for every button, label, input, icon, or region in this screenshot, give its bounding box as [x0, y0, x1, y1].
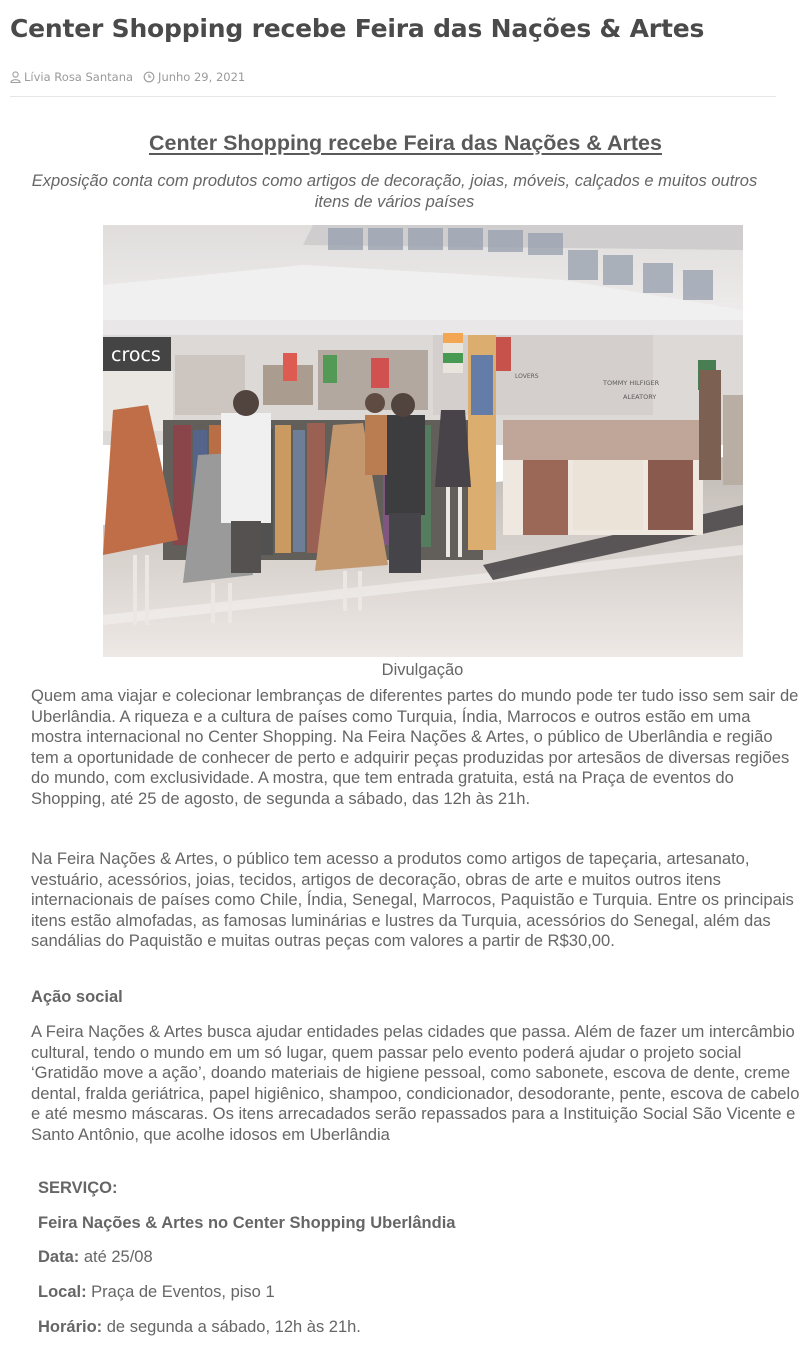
service-event-name: Feira Nações & Artes no Center Shopping Uberlândia: [38, 1214, 456, 1232]
section-heading: Ação social: [31, 988, 123, 1006]
aleatory-sign: ALEATORY: [623, 393, 657, 401]
clock-icon: [143, 71, 155, 83]
article-heading: Center Shopping recebe Feira das Nações & Artes: [149, 131, 662, 155]
post-title: Center Shopping recebe Feira das Nações & Artes: [10, 14, 705, 43]
meta-divider: [10, 96, 776, 97]
post-meta: [10, 70, 255, 84]
service-heading: SERVIÇO:: [38, 1179, 118, 1197]
paragraph-2: Na Feira Nações & Artes, o público tem acesso a produtos como artigos de tapeçaria, artesanato, vestuário, acessórios, joias, tecidos, artigos de decoração, obras de arte e muitos outros itens internacionais de países como Chile, Índia, Senegal, Marrocos, Paquistão e Turquia. Entre os principais itens estão almofadas, as famosas luminárias e lustres da Turquia, acessórios do Senegal, além das sandálias do Paquistão e muitas outras peças com valores a partir de R$30,00.: [31, 849, 794, 950]
service-place-value: Praça de Eventos, piso 1: [86, 1283, 275, 1301]
photo-caption: Divulgação: [381, 661, 464, 679]
post-date: [143, 70, 245, 84]
lovers-sign: LOVERS: [515, 373, 539, 380]
article-photo: [103, 225, 743, 657]
service-date: [38, 1248, 153, 1267]
service-hours-value: de segunda a sábado, 12h às 21h.: [102, 1318, 361, 1336]
service-place: [38, 1283, 275, 1302]
service-hours: [38, 1318, 361, 1337]
paragraph-3: A Feira Nações & Artes busca ajudar entidades pelas cidades que passa. Além de fazer um intercâmbio cultural, tendo o mundo em um só lugar, quem passar pelo evento poderá ajudar o projeto social ‘Gratidão move a ação’, doando materiais de higiene pessoal, como sabonete, escova de dente, creme dental, fralda geriátrica, papel higiênico, shampoo, condicionador, desodorante, pente, escova de cabelo e até mesmo máscaras. Os itens arrecadados serão repassados para a Instituição Social São Vicente e Santo Antônio, que acolhe idosos em Uberlândia: [31, 1022, 800, 1144]
service-date-label: Data:: [38, 1248, 80, 1266]
author-name: Lívia Rosa Santana: [24, 70, 134, 84]
author-link[interactable]: [10, 70, 133, 84]
service-hours-label: Horário:: [38, 1318, 103, 1336]
crocs-sign: crocs: [111, 344, 161, 366]
service-place-label: Local:: [38, 1283, 87, 1301]
date-text: Junho 29, 2021: [158, 70, 246, 84]
user-icon: [10, 71, 21, 83]
service-date-value: até 25/08: [79, 1248, 153, 1266]
article-subtitle: Exposição conta com produtos como artigos de decoração, joias, móveis, calçados e muitos outros itens de vários países: [31, 172, 758, 211]
paragraph-1: Quem ama viajar e colecionar lembranças de diferentes partes do mundo pode ter tudo isso sem sair de Uberlândia. A riqueza e a cultura de países como Turquia, Índia, Marrocos e outros estão em uma mostra internacional no Center Shopping. Na Feira Nações & Artes, o público de Uberlândia e região tem a oportunidade de conhecer de perto e adquirir peças produzidas por artesãos de diversas regiões do mundo, com exclusividade. A mostra, que tem entrada gratuita, está na Praça de eventos do Shopping, até 25 de agosto, de segunda a sábado, das 12h às 21h.: [31, 686, 799, 808]
tommy-sign: TOMMY HILFIGER: [603, 379, 660, 387]
